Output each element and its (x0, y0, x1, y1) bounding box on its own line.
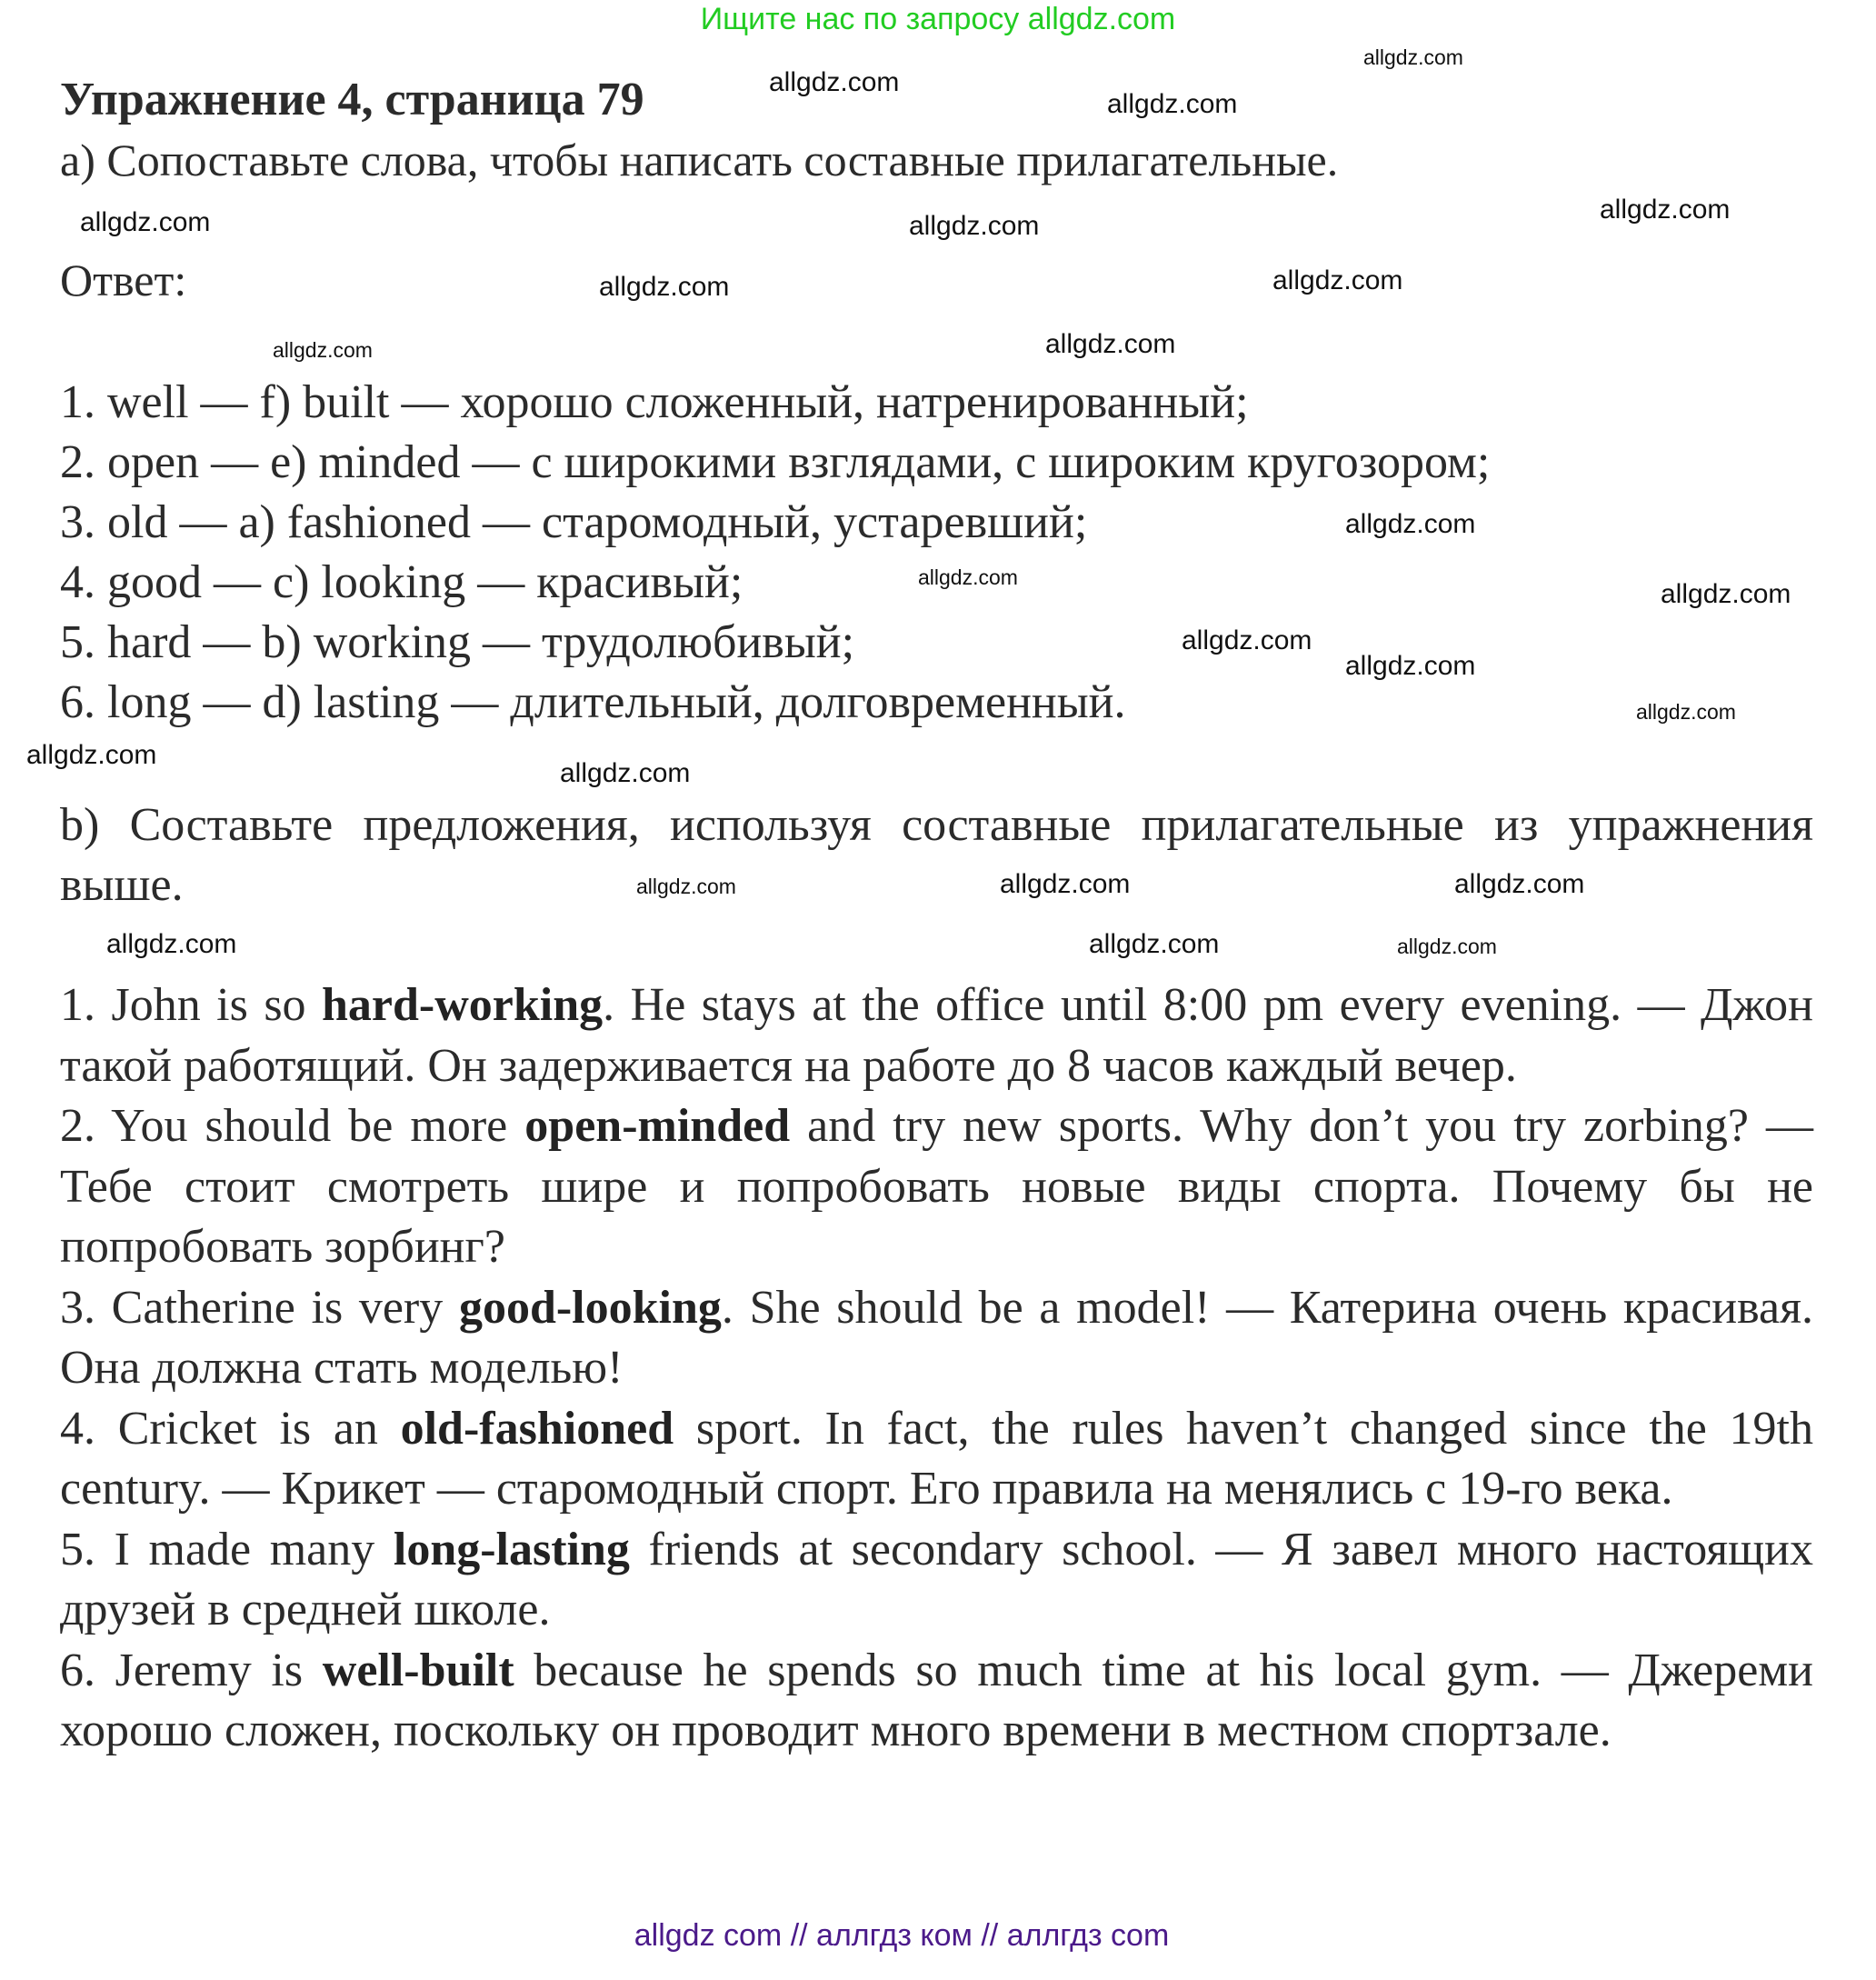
watermark: allgdz.com (106, 929, 237, 959)
sentence-keyword: hard-working (322, 979, 604, 1031)
sentence-keyword: well-built (322, 1644, 514, 1696)
list-item: 4. good — c) looking — красивый; (60, 556, 743, 608)
watermark: allgdz.com (1345, 651, 1476, 681)
sentence-item (60, 1520, 1813, 1641)
sentence-text: 6. Jeremy is (60, 1644, 323, 1696)
task-b-text: b) Составьте предложения, используя составные прилагательные из упражнения выше. (60, 799, 1813, 911)
sentence-keyword: good-looking (458, 1281, 722, 1334)
sentence-text: . She should be a model! — Катерина очень красивая. Она должна стать моделью! (60, 1281, 1813, 1394)
sentence-keyword: old-fashioned (400, 1402, 674, 1455)
watermark: allgdz.com (26, 740, 157, 770)
watermark: allgdz.com (636, 875, 736, 898)
sentence-text: sport. In fact, the rules haven’t changed since the 19th century. — Крикет — старомодный спорт. Его правила на менялись с 19-го века. (60, 1402, 1813, 1515)
top-banner-link[interactable]: Ищите нас по запросу allgdz.com (700, 2, 1176, 36)
watermark: allgdz.com (918, 565, 1018, 589)
page-title: Упражнение 4, страница 79 (60, 74, 644, 125)
watermark: allgdz.com (769, 67, 900, 97)
watermark: allgdz.com (560, 758, 691, 788)
answer-label: Ответ: (60, 255, 187, 305)
watermark: allgdz.com (1363, 45, 1463, 69)
sentence-item (60, 1641, 1813, 1762)
sentence-item (60, 1278, 1813, 1399)
watermark: allgdz.com (1272, 265, 1403, 295)
watermark: allgdz.com (273, 338, 373, 362)
watermark: allgdz.com (1661, 579, 1791, 609)
watermark: allgdz.com (1000, 869, 1131, 899)
sentence-keyword: long-lasting (393, 1523, 630, 1575)
sentence-text: 5. I made many (60, 1523, 394, 1575)
sentence-text: friends at secondary school. — Я завел много настоящих друзей в средней школе. (60, 1523, 1814, 1635)
sentence-item (60, 975, 1813, 1096)
sentences-list (60, 975, 1813, 1762)
watermark: allgdz.com (80, 207, 211, 237)
sentence-text: . He stays at the office until 8:00 pm every evening. — Джон такой работящий. Он задерживается на работе до 8 часов каждый вечер. (60, 979, 1813, 1092)
sentence-text: 1. John is so (60, 979, 323, 1031)
sentence-text: because he spends so much time at his local gym. — Джереми хорошо сложен, поскольку он проводит много времени в местном спортзале. (60, 1644, 1814, 1756)
list-item: 2. open — e) minded — с широкими взглядами, с широким кругозором; (60, 436, 1491, 488)
watermark: allgdz.com (1045, 329, 1176, 359)
sentence-item (60, 1096, 1813, 1278)
list-item: 6. long — d) lasting — длительный, долговременный. (60, 676, 1126, 728)
sentence-keyword: open-minded (524, 1100, 791, 1152)
sentence-text: and try new sports. Why don’t you try zorbing? — Тебе стоит смотреть шире и попробовать новые виды спорта. Почему бы не попробовать зорбинг? (60, 1100, 1813, 1273)
bottom-banner-link[interactable]: allgdz com // аллгдз ком // аллгдз com (634, 1918, 1170, 1953)
sentence-text: 4. Cricket is an (60, 1402, 401, 1455)
watermark: allgdz.com (1089, 929, 1220, 959)
sentence-text: 3. Catherine is very (60, 1281, 459, 1334)
sentence-text: 2. You should be more (60, 1100, 525, 1152)
watermark: allgdz.com (1636, 700, 1736, 724)
watermark: allgdz.com (1454, 869, 1585, 899)
list-item: 1. well — f) built — хорошо сложенный, натренированный; (60, 376, 1249, 428)
watermark: allgdz.com (1397, 935, 1497, 958)
watermark: allgdz.com (1182, 625, 1312, 655)
watermark: allgdz.com (909, 211, 1040, 241)
watermark: allgdz.com (599, 272, 730, 302)
task-a-text: a) Сопоставьте слова, чтобы написать составные прилагательные. (60, 135, 1339, 185)
watermark: allgdz.com (1600, 195, 1731, 225)
matches-list (60, 373, 1813, 733)
sentence-item (60, 1399, 1813, 1520)
list-item: 3. old — a) fashioned — старомодный, устаревший; (60, 496, 1088, 548)
watermark: allgdz.com (1345, 509, 1476, 539)
watermark: allgdz.com (1107, 89, 1238, 119)
list-item: 5. hard — b) working — трудолюбивый; (60, 616, 855, 668)
